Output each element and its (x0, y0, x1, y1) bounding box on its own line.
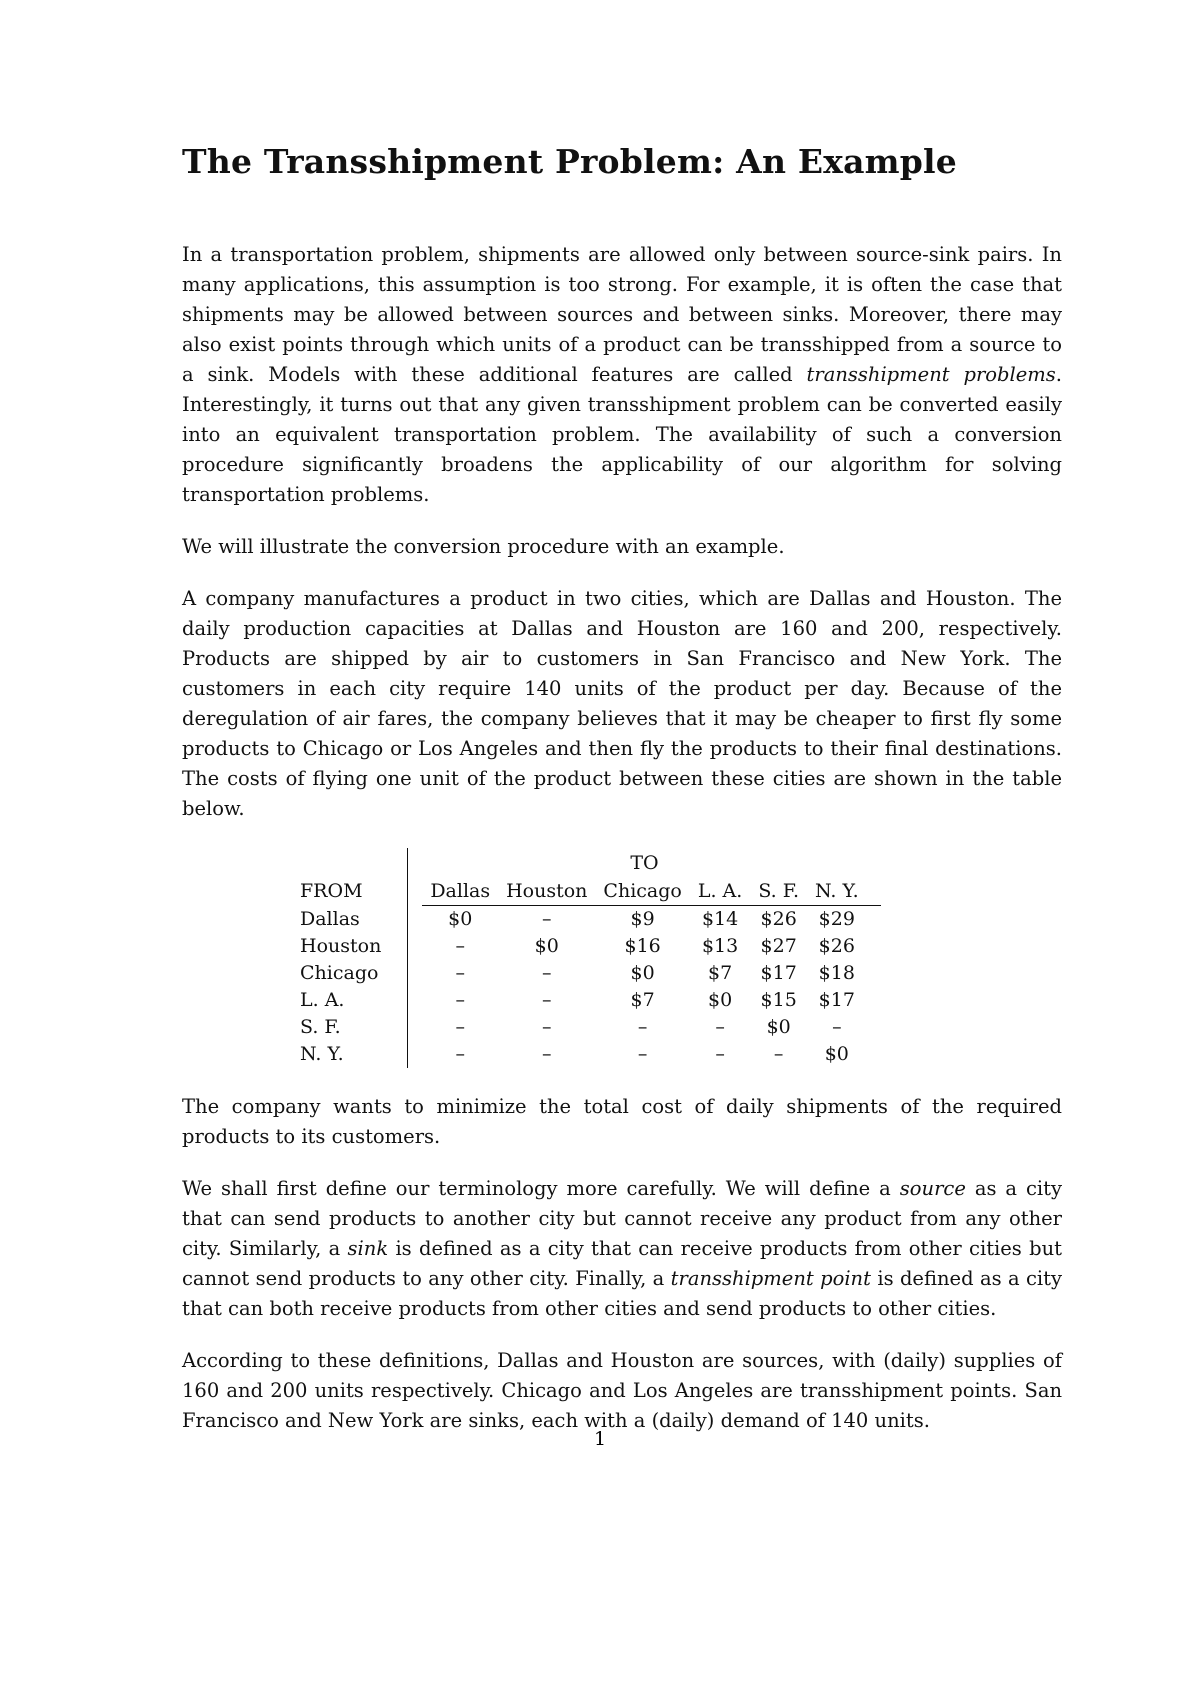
row-label: N. Y. (294, 1041, 408, 1068)
col-header: S. F. (750, 878, 807, 906)
cost-cell: – (542, 962, 552, 984)
column-header-row (294, 878, 881, 906)
col-header: L. A. (690, 878, 750, 906)
document-page (182, 120, 1062, 1458)
col-header: Chicago (595, 878, 689, 906)
cost-cell: – (773, 1043, 784, 1065)
cost-cell: $14 (701, 908, 739, 930)
term-transshipment-point: transshipment point (670, 1267, 871, 1290)
to-header-row (294, 848, 881, 878)
term-source: source (899, 1177, 966, 1200)
intro-text-a: In a transportation problem, shipments are allowed only between source-sink pairs. In many applications, this assumption is too strong. For example, it is often the case that shipments may be allowed between sources and between sinks. Moreover, there may also exist points through which units of a product can be transshipped from a source to a sink. Models with these additional features are called (182, 243, 1062, 386)
cost-cell: $26 (760, 908, 797, 930)
cost-cell: $0 (630, 962, 655, 984)
page-number: 1 (593, 1428, 607, 1450)
term-transshipment-problems: transshipment problems (806, 363, 1056, 386)
example-paragraph: A company manufactures a product in two cities, which are Dallas and Houston. The daily production capacities at Dallas and Houston are 160 and 200, respectively. Products are shipped by air to customers in San Francisco and New York. The customers in each city require 140 units of the product per day. Because of the deregulation of air fares, the company believes that it may be cheaper to first fly some products to Chicago or Los Angeles and then fly the products to their final destinations. The costs of flying one unit of the product between these cities are shown in the table below. (182, 587, 1062, 820)
definitions-paragraph: According to these definitions, Dallas and Houston are sources, with (daily) supplies of 160 and 200 units respectively. Chicago and Los Angeles are transshipment points. San Francisco and New York are sinks, each with a (daily) demand of 140 units. (182, 1349, 1062, 1432)
cost-cell: $0 (766, 1016, 791, 1038)
cost-cell: $16 (624, 935, 661, 957)
cost-cell: $0 (707, 989, 733, 1011)
cost-cell: $7 (630, 989, 655, 1011)
cost-cell: $0 (448, 908, 473, 930)
cost-cell: – (542, 1016, 552, 1038)
objective-paragraph: The company wants to minimize the total cost of daily shipments of the required products to its customers. (182, 1095, 1062, 1148)
cost-cell: – (542, 1043, 552, 1065)
cost-cell: $9 (630, 908, 655, 930)
cost-cell: – (542, 908, 552, 930)
intro-text-b: . Interestingly, it turns out that any given transshipment problem can be converted easily into an equivalent transportation problem. The availability of such a conversion procedure significantly broadens the applicability of our algorithm for solving transportation problems. (182, 363, 1062, 506)
intro-paragraph (182, 240, 1062, 510)
cost-cell: – (715, 1016, 725, 1038)
col-header: Dallas (422, 878, 498, 906)
col-header: Houston (498, 878, 595, 906)
terminology-paragraph: We shall first define our terminology more carefully. We will define a source as a city that can send products to another city but cannot receive any product from any other city. Similarly, a sink is defined as a city that can receive products from other cities but cannot send products to any other city. Finally, a transshipment point is defined as a city that can both receive products from other cities and send products to other cities. (182, 1177, 1062, 1320)
table-row (294, 933, 881, 960)
table-row (294, 1014, 881, 1041)
empty-corner (294, 848, 408, 878)
cost-cell: $0 (824, 1043, 849, 1065)
term-sink: sink (347, 1237, 389, 1260)
row-label: S. F. (294, 1014, 408, 1041)
cost-table (294, 848, 881, 1068)
col-header: N. Y. (807, 878, 867, 906)
to-label: TO (630, 851, 659, 874)
cost-cell: – (455, 962, 465, 984)
table-row (294, 960, 881, 987)
cost-cell: – (637, 1043, 648, 1065)
cost-cell: $7 (707, 962, 733, 984)
cost-cell: $18 (818, 962, 855, 984)
from-label: FROM (294, 878, 408, 906)
table-body (294, 906, 881, 1069)
table-row (294, 987, 881, 1014)
cost-cell: $29 (818, 908, 855, 930)
row-label: Dallas (294, 906, 408, 934)
cost-cell: $0 (534, 935, 559, 957)
table-row (294, 906, 881, 934)
table-row (294, 1041, 881, 1068)
cost-cell: – (455, 935, 465, 957)
row-label: L. A. (294, 987, 408, 1014)
cost-table-wrapper (294, 848, 962, 1068)
illustrate-paragraph: We will illustrate the conversion procedure with an example. (182, 535, 785, 558)
cost-cell: – (455, 1016, 465, 1038)
cost-cell: – (832, 1016, 842, 1038)
cost-cell: – (455, 1043, 465, 1065)
cost-cell: $26 (818, 935, 855, 957)
cost-cell: – (542, 989, 552, 1011)
cost-cell: – (715, 1043, 725, 1065)
row-label: Houston (294, 933, 408, 960)
cost-cell: $17 (818, 989, 855, 1011)
row-label: Chicago (294, 960, 408, 987)
cost-cell: $13 (701, 935, 739, 957)
cost-cell: – (637, 1016, 648, 1038)
cost-cell: $27 (760, 935, 797, 957)
page-title: The Transshipment Problem: An Example (182, 142, 957, 181)
cost-cell: $15 (760, 989, 797, 1011)
cost-cell: – (455, 989, 465, 1011)
cost-cell: $17 (760, 962, 797, 984)
